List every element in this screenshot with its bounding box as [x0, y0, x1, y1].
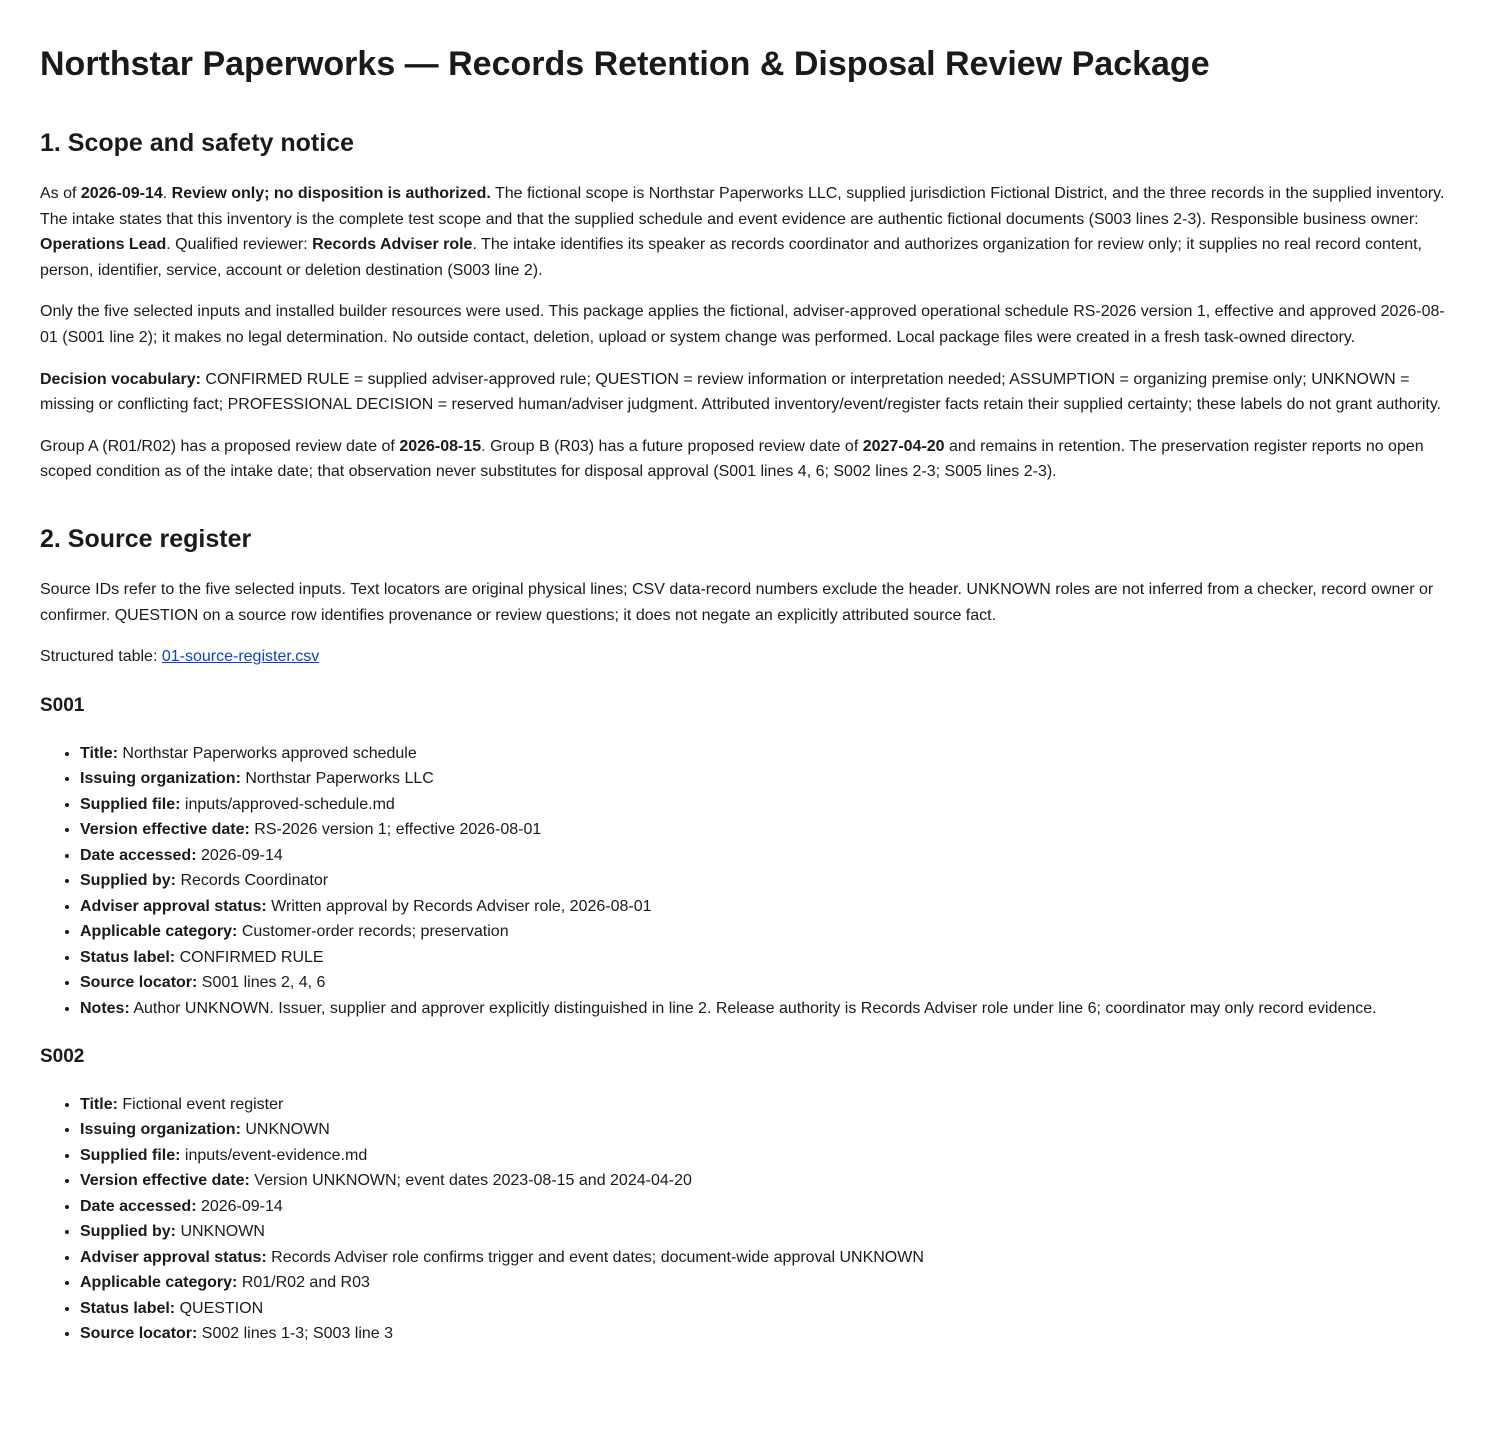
field-label: Version effective date: [80, 821, 250, 839]
field-value: QUESTION [175, 1299, 264, 1317]
field-label: Status label: [80, 948, 176, 966]
field-label: Date accessed: [80, 846, 197, 864]
field-value: Written approval by Records Adviser role, 2026-08-01 [266, 897, 652, 915]
field-label: Issuing organization: [80, 1121, 241, 1139]
field-value: inputs/approved-schedule.md [180, 795, 395, 813]
field-label: Applicable category: [80, 923, 238, 941]
field-value: Northstar Paperworks LLC [240, 770, 434, 788]
field-label: Applicable category: [80, 1274, 238, 1292]
source-list-s002 [40, 1092, 1460, 1347]
field-value: Version UNKNOWN; event dates 2023-08-15 and 2024-04-20 [249, 1172, 692, 1190]
vocabulary-label: Decision vocabulary: [40, 370, 201, 388]
field-value: Records Adviser role confirms trigger and event dates; document-wide approval UNKNOWN [266, 1248, 924, 1266]
text: CONFIRMED RULE = supplied adviser-approved rule; QUESTION = review information or interpretation needed; ASSUMPTION = organizing premise only; UNKNOWN = missing or conflicting fact; PROFESSIONAL DECISION = reserved human/adviser judgment. Attributed inventory/event/register facts retain their supplied certainty; these labels do not grant authority. [40, 370, 1442, 414]
field-label: Issuing organization: [80, 770, 241, 788]
source-intro-paragraph: Source IDs refer to the five selected inputs. Text locators are original physical lines; CSV data-record numbers exclude the header. UNKNOWN roles are not inferred from a checker, record owner or confirmer. QUESTION on a source row identifies provenance or review questions; it does not negate an explicitly attributed source fact. [40, 581, 1434, 624]
business-owner: Operations Lead [40, 236, 167, 254]
list-item [80, 1168, 1460, 1194]
list-item [80, 1245, 1460, 1271]
structured-table-line [40, 644, 1460, 670]
field-label: Supplied file: [80, 1146, 181, 1164]
field-value: RS-2026 version 1; effective 2026-08-01 [249, 821, 542, 839]
list-item [80, 970, 1460, 996]
group-a-date: 2026-08-15 [399, 437, 482, 455]
list-item [80, 1296, 1460, 1322]
field-label: Source locator: [80, 974, 198, 992]
field-label: Adviser approval status: [80, 897, 267, 915]
field-value: S002 lines 1-3; S003 line 3 [197, 1325, 394, 1343]
text: . Qualified reviewer: [166, 236, 313, 254]
vocabulary-paragraph [40, 367, 1460, 418]
list-item [80, 868, 1460, 894]
field-value: UNKNOWN [240, 1121, 330, 1139]
field-label: Version effective date: [80, 1172, 250, 1190]
list-item [80, 1143, 1460, 1169]
field-label: Title: [80, 1095, 118, 1113]
list-item [80, 919, 1460, 945]
field-value: Records Coordinator [176, 872, 329, 890]
field-label: Title: [80, 744, 118, 762]
list-item [80, 766, 1460, 792]
text: . Group B (R03) has a future proposed review date of [481, 437, 863, 455]
field-value: Author UNKNOWN. Issuer, supplier and approver explicitly distinguished in line 2. Release authority is Records Adviser role under line 6; coordinator may only record evidence. [129, 999, 1377, 1017]
field-value: S001 lines 2, 4, 6 [197, 974, 326, 992]
section-2-heading: 2. Source register [40, 524, 252, 553]
field-value: CONFIRMED RULE [175, 948, 324, 966]
groups-paragraph [40, 434, 1460, 485]
field-label: Date accessed: [80, 1197, 197, 1215]
document-page [0, 44, 1500, 1347]
list-item [80, 817, 1460, 843]
field-value: R01/R02 and R03 [237, 1274, 370, 1292]
field-label: Source locator: [80, 1325, 198, 1343]
source-list-s001 [40, 741, 1460, 1022]
text: . [162, 185, 172, 203]
field-value: Northstar Paperworks approved schedule [117, 744, 417, 762]
text: As of [40, 185, 81, 203]
page-title: Northstar Paperworks — Records Retention & Disposal Review Package [40, 45, 1210, 83]
list-item [80, 945, 1460, 971]
review-only-notice: Review only; no disposition is authorized. [171, 185, 491, 203]
list-item [80, 792, 1460, 818]
list-item [80, 741, 1460, 767]
list-item [80, 1194, 1460, 1220]
field-label: Supplied by: [80, 872, 176, 890]
as-of-date: 2026-09-14 [80, 185, 163, 203]
field-label: Supplied by: [80, 1223, 176, 1241]
text: and remains in retention. The preservation register reports no open scoped condition as of the intake date; that observation never substitutes for disposal approval (S001 lines 4, 6; S002 lines 2-3; S005 lines 2-3). [40, 437, 1424, 481]
source-heading-s001: S001 [40, 695, 85, 717]
list-item [80, 1270, 1460, 1296]
field-value: Customer-order records; preservation [237, 923, 509, 941]
text: Group A (R01/R02) has a proposed review date of [40, 437, 400, 455]
scope-paragraph [40, 181, 1460, 283]
field-label: Status label: [80, 1299, 176, 1317]
text: The fictional scope is Northstar Paperworks LLC, supplied jurisdiction Fictional District, and the three records in the supplied inventory. The intake states that this inventory is the complete test scope and that the supplied schedule and event evidence are authentic fictional documents (S003 lines 2-3). Responsible business owner: [40, 185, 1445, 228]
source-register-csv-link[interactable]: 01-source-register.csv [161, 648, 320, 666]
list-item [80, 1321, 1460, 1347]
list-item [80, 1219, 1460, 1245]
list-item [80, 996, 1460, 1022]
list-item [80, 894, 1460, 920]
field-label: Supplied file: [80, 795, 181, 813]
text: Structured table: [40, 648, 162, 666]
field-value: Fictional event register [117, 1095, 284, 1113]
list-item [80, 843, 1460, 869]
field-value: 2026-09-14 [196, 1197, 283, 1215]
field-value: 2026-09-14 [196, 846, 283, 864]
field-value: inputs/event-evidence.md [180, 1146, 368, 1164]
section-1-heading: 1. Scope and safety notice [40, 128, 354, 157]
list-item [80, 1117, 1460, 1143]
text: . The intake identifies its speaker as records coordinator and authorizes organization for review only; it supplies no real record content, person, identifier, service, account or deletion destination (S003 line 2). [40, 236, 1422, 279]
qualified-reviewer: Records Adviser role [312, 236, 473, 254]
group-b-date: 2027-04-20 [862, 437, 945, 455]
field-value: UNKNOWN [176, 1223, 265, 1241]
field-label: Adviser approval status: [80, 1248, 267, 1266]
inputs-paragraph: Only the five selected inputs and installed builder resources were used. This package applies the fictional, adviser-approved operational schedule RS-2026 version 1, effective and approved 2026-08-01 (S001 line 2); it makes no legal determination. No outside contact, deletion, upload or system change was performed. Local package files were created in a fresh task-owned directory. [40, 303, 1445, 347]
field-label: Notes: [80, 999, 130, 1017]
source-heading-s002: S002 [40, 1046, 85, 1068]
list-item [80, 1092, 1460, 1118]
